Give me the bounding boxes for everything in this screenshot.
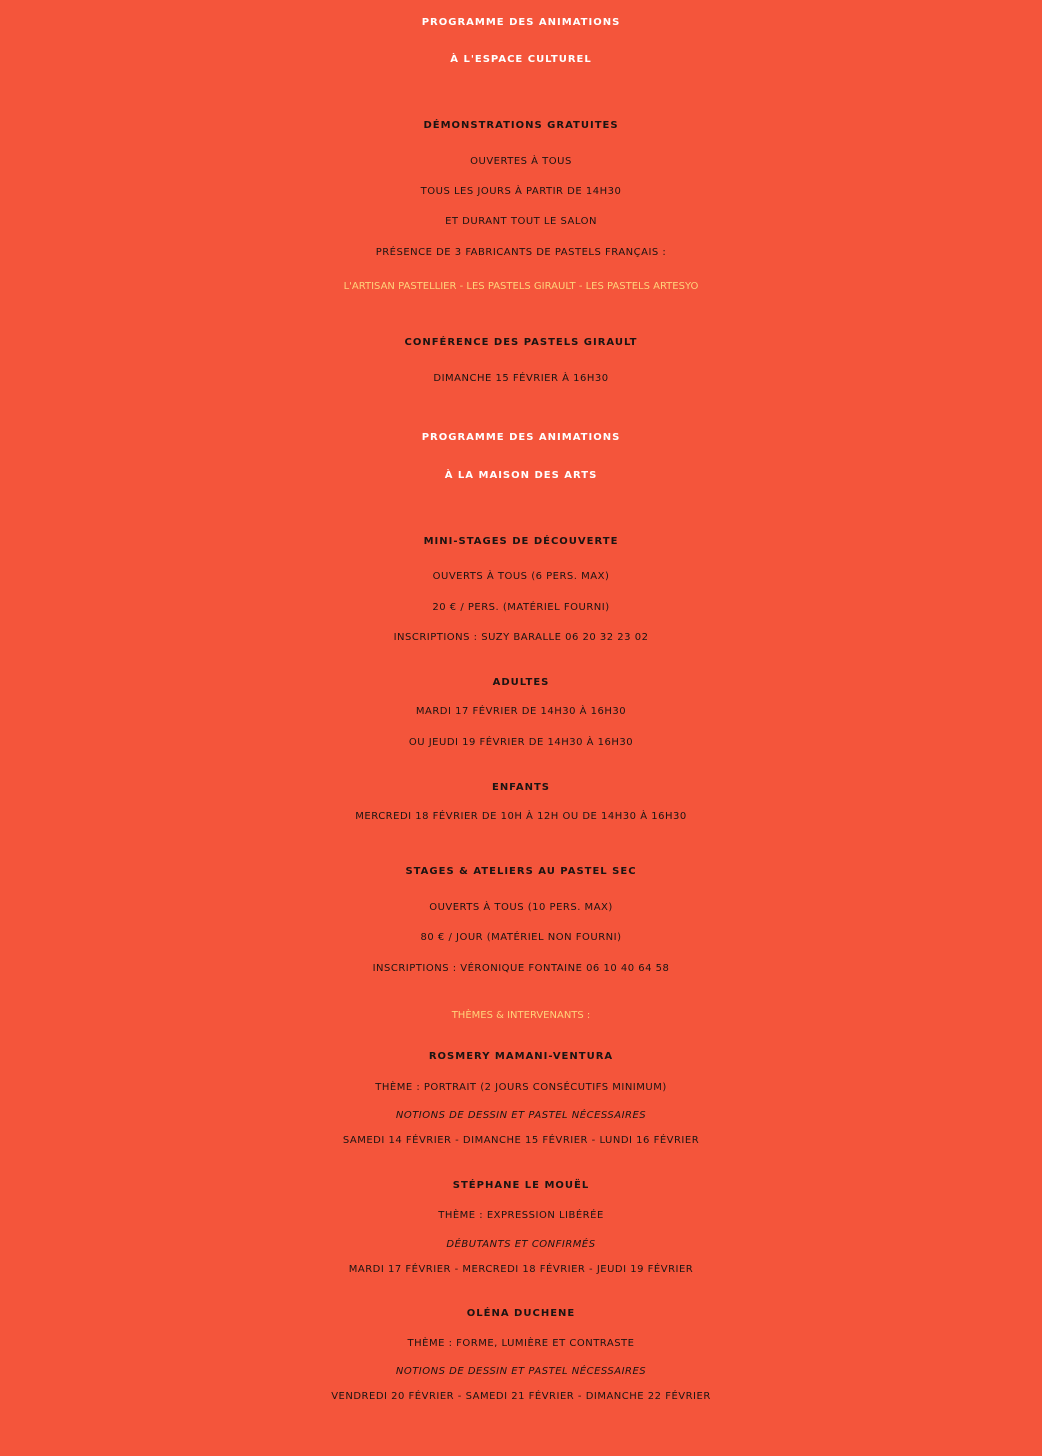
speaker-level: NOTIONS DE DESSIN ET PASTEL NÉCESSAIRES [395,1366,647,1377]
mini-stages-heading: MINI-STAGES DE DÉCOUVERTE [423,536,619,547]
demonstrations-line: ET DURANT TOUT LE SALON [445,216,597,227]
mini-stages-line: 20 € / PERS. (MATÉRIEL FOURNI) [432,602,610,613]
conference-heading: CONFÉRENCE DES PASTELS GIRAULT [404,337,638,348]
speaker-dates: SAMEDI 14 FÉVRIER - DIMANCHE 15 FÉVRIER - LUNDI 16 FÉVRIER [342,1135,700,1146]
demonstrations-line: TOUS LES JOURS À PARTIR DE 14H30 [420,186,622,197]
speaker-theme [0,1083,1042,1093]
speaker-level: NOTIONS DE DESSIN ET PASTEL NÉCESSAIRES [395,1110,647,1121]
speaker-name: OLÉNA DUCHENE [466,1308,576,1319]
section-title-espace-line2: À L'ESPACE CULTUREL [450,54,592,65]
speaker-theme-note: (2 JOURS CONSÉCUTIFS MINIMUM) [480,1082,667,1093]
adults-line: MARDI 17 FÉVRIER DE 14H30 À 16H30 [415,706,627,717]
stages-heading: STAGES & ATELIERS AU PASTEL SEC [405,866,637,877]
themes-label: THÈMES & INTERVENANTS : [451,1010,591,1021]
demonstrations-line: PRÉSENCE DE 3 FABRICANTS DE PASTELS FRANÇAIS : [375,247,667,258]
speaker-level: DÉBUTANTS ET CONFIRMÉS [446,1239,596,1250]
mini-stages-line: INSCRIPTIONS : SUZY BARALLE 06 20 32 23 02 [393,632,649,643]
speaker-name: ROSMERY MAMANI-VENTURA [428,1051,614,1062]
manufacturers-list: L'ARTISAN PASTELLIER - LES PASTELS GIRAULT - LES PASTELS ARTESYO [343,281,699,292]
children-line: MERCREDI 18 FÉVRIER DE 10H À 12H OU DE 14H30 À 16H30 [355,811,687,822]
speaker-theme: THÈME : EXPRESSION LIBÉRÉE [438,1210,604,1221]
mini-stages-line: OUVERTS À TOUS (6 PERS. MAX) [432,571,610,582]
section-title-espace-line1: PROGRAMME DES ANIMATIONS [421,17,621,28]
speaker-dates: VENDREDI 20 FÉVRIER - SAMEDI 21 FÉVRIER - DIMANCHE 22 FÉVRIER [331,1391,711,1402]
speaker-theme: THÈME : FORME, LUMIÈRE ET CONTRASTE [407,1338,635,1349]
adults-line: OU JEUDI 19 FÉVRIER DE 14H30 À 16H30 [408,737,634,748]
demonstrations-heading: DÉMONSTRATIONS GRATUITES [423,120,619,131]
children-heading: ENFANTS [491,782,550,793]
speaker-dates: MARDI 17 FÉVRIER - MERCREDI 18 FÉVRIER - JEUDI 19 FÉVRIER [348,1264,694,1275]
stages-line: 80 € / JOUR (MATÉRIEL NON FOURNI) [420,932,622,943]
speaker-theme-text: THÈME : PORTRAIT [375,1082,477,1093]
section-title-maison-line1: PROGRAMME DES ANIMATIONS [421,432,621,443]
adults-heading: ADULTES [492,677,550,688]
demonstrations-line: OUVERTES À TOUS [470,156,572,167]
speaker-name: STÉPHANE LE MOUËL [452,1180,590,1191]
conference-date: DIMANCHE 15 FÉVRIER À 16H30 [433,373,609,384]
section-title-maison-line2: À LA MAISON DES ARTS [444,470,598,481]
stages-line: OUVERTS À TOUS (10 PERS. MAX) [429,902,613,913]
stages-line: INSCRIPTIONS : VÉRONIQUE FONTAINE 06 10 40 64 58 [372,963,670,974]
